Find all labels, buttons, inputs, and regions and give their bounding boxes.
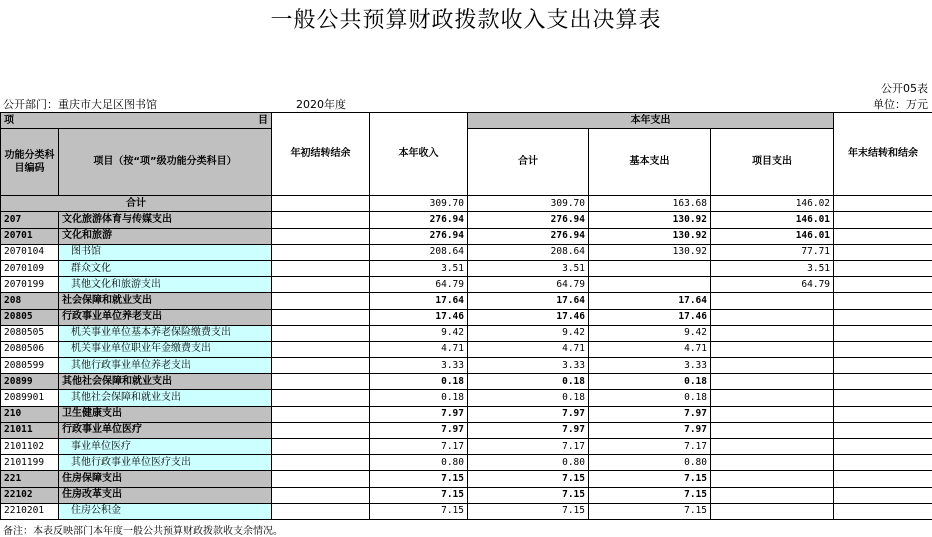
row-carry-end <box>834 309 932 325</box>
row-basic: 7.15 <box>589 503 711 519</box>
row-code: 21011 <box>1 422 59 438</box>
row-basic: 7.15 <box>589 487 711 503</box>
row-income: 17.64 <box>370 293 468 309</box>
row-basic: 7.97 <box>589 422 711 438</box>
row-basic <box>589 260 711 276</box>
row-total: 3.33 <box>468 358 589 374</box>
total-income: 309.70 <box>370 196 468 212</box>
header-project: 项目支出 <box>711 129 834 196</box>
row-total: 17.64 <box>468 293 589 309</box>
row-project: 146.01 <box>711 212 834 228</box>
row-code: 20701 <box>1 228 59 244</box>
table-row <box>1 503 932 519</box>
row-basic: 7.97 <box>589 406 711 422</box>
total-project: 146.02 <box>711 196 834 212</box>
row-name: 行政事业单位医疗 <box>59 422 272 438</box>
row-income: 4.71 <box>370 341 468 357</box>
row-total: 0.18 <box>468 374 589 390</box>
row-total: 3.51 <box>468 260 589 276</box>
table-row <box>1 471 932 487</box>
row-basic <box>589 277 711 293</box>
row-carry-begin <box>272 244 370 260</box>
header-code: 功能分类科目编码 <box>1 129 59 196</box>
table-row <box>1 406 932 422</box>
row-income: 7.15 <box>370 471 468 487</box>
header-mu: 目 <box>258 114 268 126</box>
row-code: 221 <box>1 471 59 487</box>
form-number: 公开05表 <box>881 82 928 95</box>
row-project <box>711 374 834 390</box>
table-row <box>1 439 932 455</box>
row-code: 2080505 <box>1 325 59 341</box>
row-code: 2089901 <box>1 390 59 406</box>
row-basic: 17.46 <box>589 309 711 325</box>
row-name: 住房公积金 <box>59 503 272 519</box>
row-carry-begin <box>272 390 370 406</box>
row-name: 文化和旅游 <box>59 228 272 244</box>
row-income: 7.97 <box>370 422 468 438</box>
row-carry-end <box>834 277 932 293</box>
row-name: 其他文化和旅游支出 <box>59 277 272 293</box>
row-basic: 0.18 <box>589 374 711 390</box>
row-carry-end <box>834 293 932 309</box>
row-carry-begin <box>272 309 370 325</box>
report-title: 一般公共预算财政拨款收入支出决算表 <box>270 8 662 33</box>
row-carry-end <box>834 358 932 374</box>
row-total: 9.42 <box>468 325 589 341</box>
budget-table <box>0 112 932 520</box>
header-carry-begin: 年初结转结余 <box>272 113 370 196</box>
row-carry-end <box>834 471 932 487</box>
row-name: 群众文化 <box>59 260 272 276</box>
total-basic: 163.68 <box>589 196 711 212</box>
row-income: 276.94 <box>370 228 468 244</box>
row-name: 其他行政事业单位养老支出 <box>59 358 272 374</box>
row-income: 7.15 <box>370 503 468 519</box>
row-project <box>711 439 834 455</box>
department-label: 公开部门：重庆市大足区图书馆 <box>3 98 157 111</box>
table-row <box>1 390 932 406</box>
row-carry-end <box>834 325 932 341</box>
row-project <box>711 293 834 309</box>
row-carry-end <box>834 455 932 471</box>
table-row <box>1 374 932 390</box>
row-name: 文化旅游体育与传媒支出 <box>59 212 272 228</box>
row-carry-begin <box>272 212 370 228</box>
header-expense: 本年支出 <box>468 113 834 129</box>
row-project <box>711 503 834 519</box>
row-name: 住房保障支出 <box>59 471 272 487</box>
row-total: 0.80 <box>468 455 589 471</box>
row-code: 2080506 <box>1 341 59 357</box>
row-income: 208.64 <box>370 244 468 260</box>
row-code: 2070199 <box>1 277 59 293</box>
row-project <box>711 455 834 471</box>
row-code: 22102 <box>1 487 59 503</box>
row-code: 2210201 <box>1 503 59 519</box>
row-project <box>711 487 834 503</box>
row-name: 其他社会保障和就业支出 <box>59 374 272 390</box>
row-carry-end <box>834 439 932 455</box>
row-name: 其他行政事业单位医疗支出 <box>59 455 272 471</box>
total-carry-end <box>834 196 932 212</box>
row-carry-end <box>834 341 932 357</box>
row-carry-begin <box>272 406 370 422</box>
row-income: 7.15 <box>370 487 468 503</box>
row-total: 0.18 <box>468 390 589 406</box>
row-project <box>711 309 834 325</box>
table-row <box>1 309 932 325</box>
table-row <box>1 455 932 471</box>
row-total: 7.15 <box>468 487 589 503</box>
row-project: 146.01 <box>711 228 834 244</box>
row-income: 0.18 <box>370 390 468 406</box>
row-income: 0.18 <box>370 374 468 390</box>
row-project <box>711 325 834 341</box>
row-code: 210 <box>1 406 59 422</box>
row-basic: 4.71 <box>589 341 711 357</box>
row-total: 7.17 <box>468 439 589 455</box>
row-carry-begin <box>272 487 370 503</box>
row-carry-begin <box>272 228 370 244</box>
row-carry-end <box>834 260 932 276</box>
row-project <box>711 390 834 406</box>
row-income: 7.97 <box>370 406 468 422</box>
row-total: 7.15 <box>468 503 589 519</box>
total-sum: 309.70 <box>468 196 589 212</box>
row-carry-end <box>834 390 932 406</box>
row-income: 3.33 <box>370 358 468 374</box>
row-carry-begin <box>272 439 370 455</box>
row-income: 7.17 <box>370 439 468 455</box>
row-basic: 7.17 <box>589 439 711 455</box>
total-carry-begin <box>272 196 370 212</box>
row-carry-begin <box>272 471 370 487</box>
row-basic: 9.42 <box>589 325 711 341</box>
row-basic: 3.33 <box>589 358 711 374</box>
row-name: 卫生健康支出 <box>59 406 272 422</box>
fiscal-year: 2020年度 <box>296 98 346 111</box>
row-project: 3.51 <box>711 260 834 276</box>
row-basic: 7.15 <box>589 471 711 487</box>
row-basic: 130.92 <box>589 228 711 244</box>
row-carry-end <box>834 212 932 228</box>
row-total: 7.97 <box>468 406 589 422</box>
row-project <box>711 358 834 374</box>
row-total: 7.97 <box>468 422 589 438</box>
row-basic: 0.18 <box>589 390 711 406</box>
row-name: 社会保障和就业支出 <box>59 293 272 309</box>
row-total: 17.46 <box>468 309 589 325</box>
header-name: 项目（按“项”级功能分类科目） <box>59 129 272 196</box>
row-carry-end <box>834 228 932 244</box>
row-name: 机关事业单位职业年金缴费支出 <box>59 341 272 357</box>
unit-label: 单位：万元 <box>873 98 928 111</box>
row-carry-begin <box>272 422 370 438</box>
row-carry-begin <box>272 260 370 276</box>
row-carry-end <box>834 503 932 519</box>
row-carry-begin <box>272 503 370 519</box>
header-xiang: 项 <box>4 114 14 126</box>
row-carry-begin <box>272 358 370 374</box>
row-name: 其他社会保障和就业支出 <box>59 390 272 406</box>
row-code: 207 <box>1 212 59 228</box>
table-row <box>1 228 932 244</box>
row-project <box>711 422 834 438</box>
row-total: 208.64 <box>468 244 589 260</box>
row-code: 2101199 <box>1 455 59 471</box>
footnote: 备注：本表反映部门本年度一般公共预算财政拨款收支余情况。 <box>3 526 283 537</box>
row-total: 276.94 <box>468 212 589 228</box>
row-carry-end <box>834 374 932 390</box>
row-carry-end <box>834 244 932 260</box>
header-total: 合计 <box>468 129 589 196</box>
row-income: 9.42 <box>370 325 468 341</box>
row-carry-begin <box>272 293 370 309</box>
header-carry-end: 年末结转和结余 <box>834 113 932 196</box>
row-project <box>711 341 834 357</box>
row-carry-begin <box>272 374 370 390</box>
row-total: 64.79 <box>468 277 589 293</box>
row-carry-end <box>834 406 932 422</box>
row-project: 64.79 <box>711 277 834 293</box>
row-code: 20805 <box>1 309 59 325</box>
row-income: 0.80 <box>370 455 468 471</box>
row-basic: 17.64 <box>589 293 711 309</box>
row-income: 17.46 <box>370 309 468 325</box>
table-row <box>1 487 932 503</box>
row-carry-begin <box>272 277 370 293</box>
table-row <box>1 244 932 260</box>
row-code: 20899 <box>1 374 59 390</box>
row-total: 7.15 <box>468 471 589 487</box>
row-income: 276.94 <box>370 212 468 228</box>
row-income: 3.51 <box>370 260 468 276</box>
table-row <box>1 341 932 357</box>
row-basic: 130.92 <box>589 244 711 260</box>
row-total: 4.71 <box>468 341 589 357</box>
row-code: 2080599 <box>1 358 59 374</box>
row-code: 2070104 <box>1 244 59 260</box>
row-basic: 130.92 <box>589 212 711 228</box>
header-basic: 基本支出 <box>589 129 711 196</box>
table-row <box>1 277 932 293</box>
row-carry-begin <box>272 341 370 357</box>
row-income: 64.79 <box>370 277 468 293</box>
table-row <box>1 260 932 276</box>
row-project <box>711 406 834 422</box>
row-name: 机关事业单位基本养老保险缴费支出 <box>59 325 272 341</box>
row-carry-begin <box>272 325 370 341</box>
row-carry-end <box>834 422 932 438</box>
row-project: 77.71 <box>711 244 834 260</box>
row-name: 住房改革支出 <box>59 487 272 503</box>
row-name: 图书馆 <box>59 244 272 260</box>
row-name: 事业单位医疗 <box>59 439 272 455</box>
row-carry-begin <box>272 455 370 471</box>
total-label: 合计 <box>1 196 272 212</box>
total-row <box>1 196 932 212</box>
row-basic: 0.80 <box>589 455 711 471</box>
header-income: 本年收入 <box>370 113 468 196</box>
table-row <box>1 325 932 341</box>
table-row <box>1 422 932 438</box>
table-row <box>1 212 932 228</box>
row-project <box>711 471 834 487</box>
row-code: 208 <box>1 293 59 309</box>
row-code: 2101102 <box>1 439 59 455</box>
header-xiang-mu <box>1 113 272 129</box>
row-name: 行政事业单位养老支出 <box>59 309 272 325</box>
row-code: 2070109 <box>1 260 59 276</box>
row-carry-end <box>834 487 932 503</box>
table-row <box>1 293 932 309</box>
row-total: 276.94 <box>468 228 589 244</box>
table-row <box>1 358 932 374</box>
